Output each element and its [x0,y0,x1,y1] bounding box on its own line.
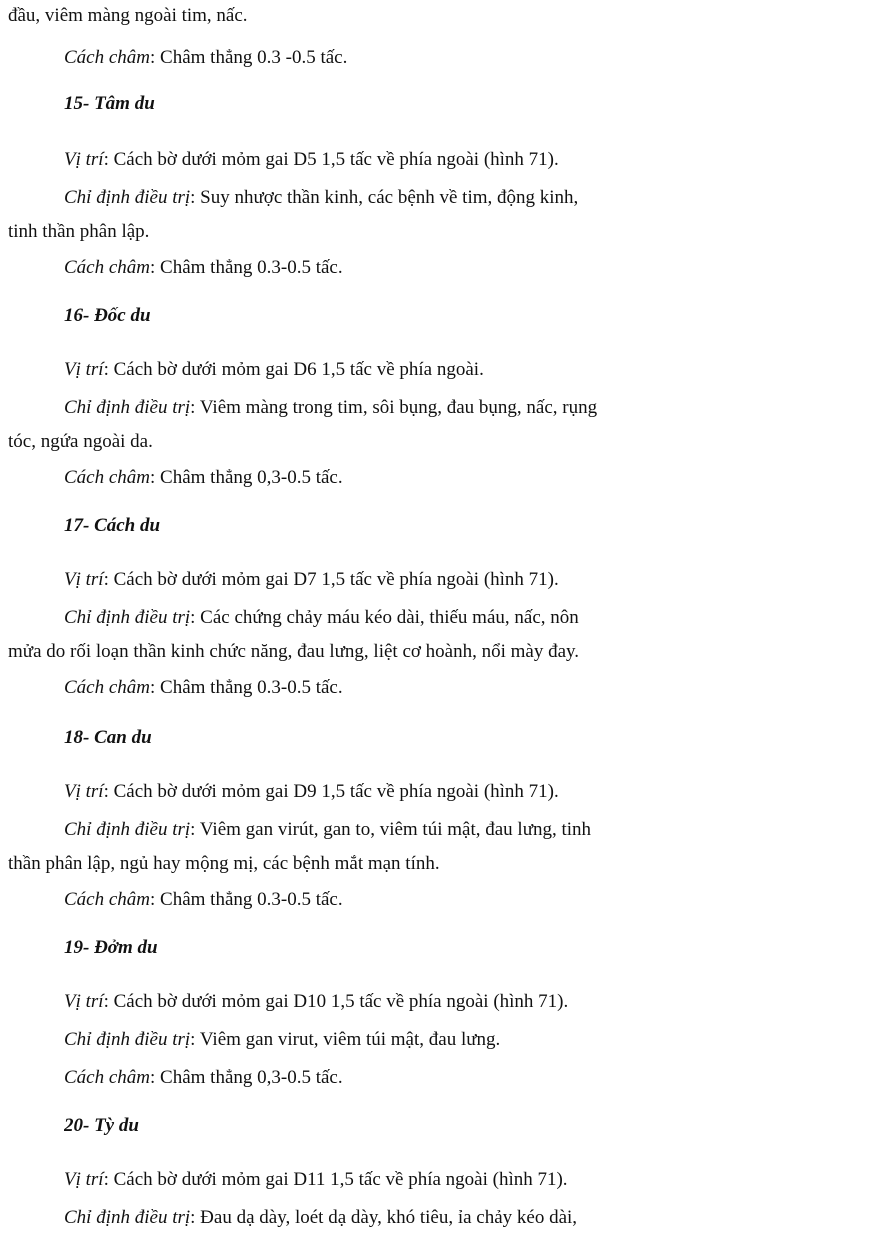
indication-text: : Viêm gan virut, viêm túi mật, đau lưng. [190,1029,501,1050]
indication-continuation: tóc, ngứa ngoài da. [8,431,153,452]
method-text: : Châm thẳng 0.3 -0.5 tấc. [150,47,348,68]
indication-text: : Suy nhược thần kinh, các bệnh về tim, động kinh, [190,187,579,208]
indication-line [64,1028,868,1052]
position-label: Vị trí [64,781,104,802]
indication-label: Chỉ định điều trị [64,1207,191,1228]
method-line [64,1066,868,1090]
indication-label: Chỉ định điều trị [64,1029,191,1050]
position-line [64,990,868,1014]
indication-text: : Các chứng chảy máu kéo dài, thiếu máu, nấc, nôn [190,607,579,628]
indication-line [64,1206,868,1230]
indication-text: : Viêm gan virút, gan to, viêm túi mật, đau lưng, tinh [190,819,592,840]
indication-label: Chỉ định điều trị [64,607,191,628]
continuation-line: đầu, viêm màng ngoài tim, nấc. [8,5,248,26]
position-text: : Cách bờ dưới mỏm gai D10 1,5 tấc về phía ngoài (hình 71). [103,991,569,1012]
method-label: Cách châm [64,257,151,278]
method-line [64,46,868,70]
position-line [64,1168,868,1192]
position-line [64,780,868,804]
method-text: : Châm thẳng 0,3-0.5 tấc. [150,1067,343,1088]
position-label: Vị trí [64,1169,104,1190]
method-label: Cách châm [64,47,151,68]
indication-label: Chỉ định điều trị [64,819,191,840]
indication-label: Chỉ định điều trị [64,187,191,208]
section-heading: 20- Tỳ du [64,1115,139,1136]
section-heading: 19- Đởm du [64,937,158,958]
position-line [64,148,868,172]
position-text: : Cách bờ dưới mỏm gai D7 1,5 tấc về phía ngoài (hình 71). [103,569,559,590]
indication-continuation: tinh thần phân lập. [8,221,150,242]
position-text: : Cách bờ dưới mỏm gai D5 1,5 tấc về phía ngoài (hình 71). [103,149,559,170]
method-text: : Châm thẳng 0.3-0.5 tấc. [150,677,343,698]
position-label: Vị trí [64,991,104,1012]
position-line [64,568,868,592]
method-label: Cách châm [64,889,151,910]
indication-continuation: mửa do rối loạn thần kinh chức năng, đau lưng, liệt cơ hoành, nổi mày đay. [8,641,580,662]
method-line [64,256,868,280]
indication-line [64,606,868,630]
method-label: Cách châm [64,1067,151,1088]
indication-line [64,396,868,420]
indication-line [64,818,868,842]
indication-text: : Đau dạ dày, loét dạ dày, khó tiêu, ỉa chảy kéo dài, [190,1207,578,1228]
position-label: Vị trí [64,149,104,170]
position-text: : Cách bờ dưới mỏm gai D6 1,5 tấc về phía ngoài. [103,359,484,380]
position-label: Vị trí [64,569,104,590]
method-text: : Châm thẳng 0,3-0.5 tấc. [150,467,343,488]
section-heading: 15- Tâm du [64,93,155,114]
indication-label: Chỉ định điều trị [64,397,191,418]
indication-continuation: thần phân lập, ngủ hay mộng mị, các bệnh mắt mạn tính. [8,853,440,874]
indication-line [64,186,868,210]
method-line [64,466,868,490]
section-heading: 18- Can du [64,727,152,748]
section-heading: 17- Cách du [64,515,161,536]
indication-text: : Viêm màng trong tim, sôi bụng, đau bụng, nấc, rụng [190,397,598,418]
method-text: : Châm thẳng 0.3-0.5 tấc. [150,257,343,278]
method-label: Cách châm [64,467,151,488]
position-text: : Cách bờ dưới mỏm gai D9 1,5 tấc về phía ngoài (hình 71). [103,781,559,802]
position-label: Vị trí [64,359,104,380]
method-label: Cách châm [64,677,151,698]
method-line [64,888,868,912]
method-text: : Châm thẳng 0.3-0.5 tấc. [150,889,343,910]
position-line [64,358,868,382]
section-heading: 16- Đốc du [64,305,151,326]
position-text: : Cách bờ dưới mỏm gai D11 1,5 tấc về phía ngoài (hình 71). [103,1169,568,1190]
method-line [64,676,868,700]
